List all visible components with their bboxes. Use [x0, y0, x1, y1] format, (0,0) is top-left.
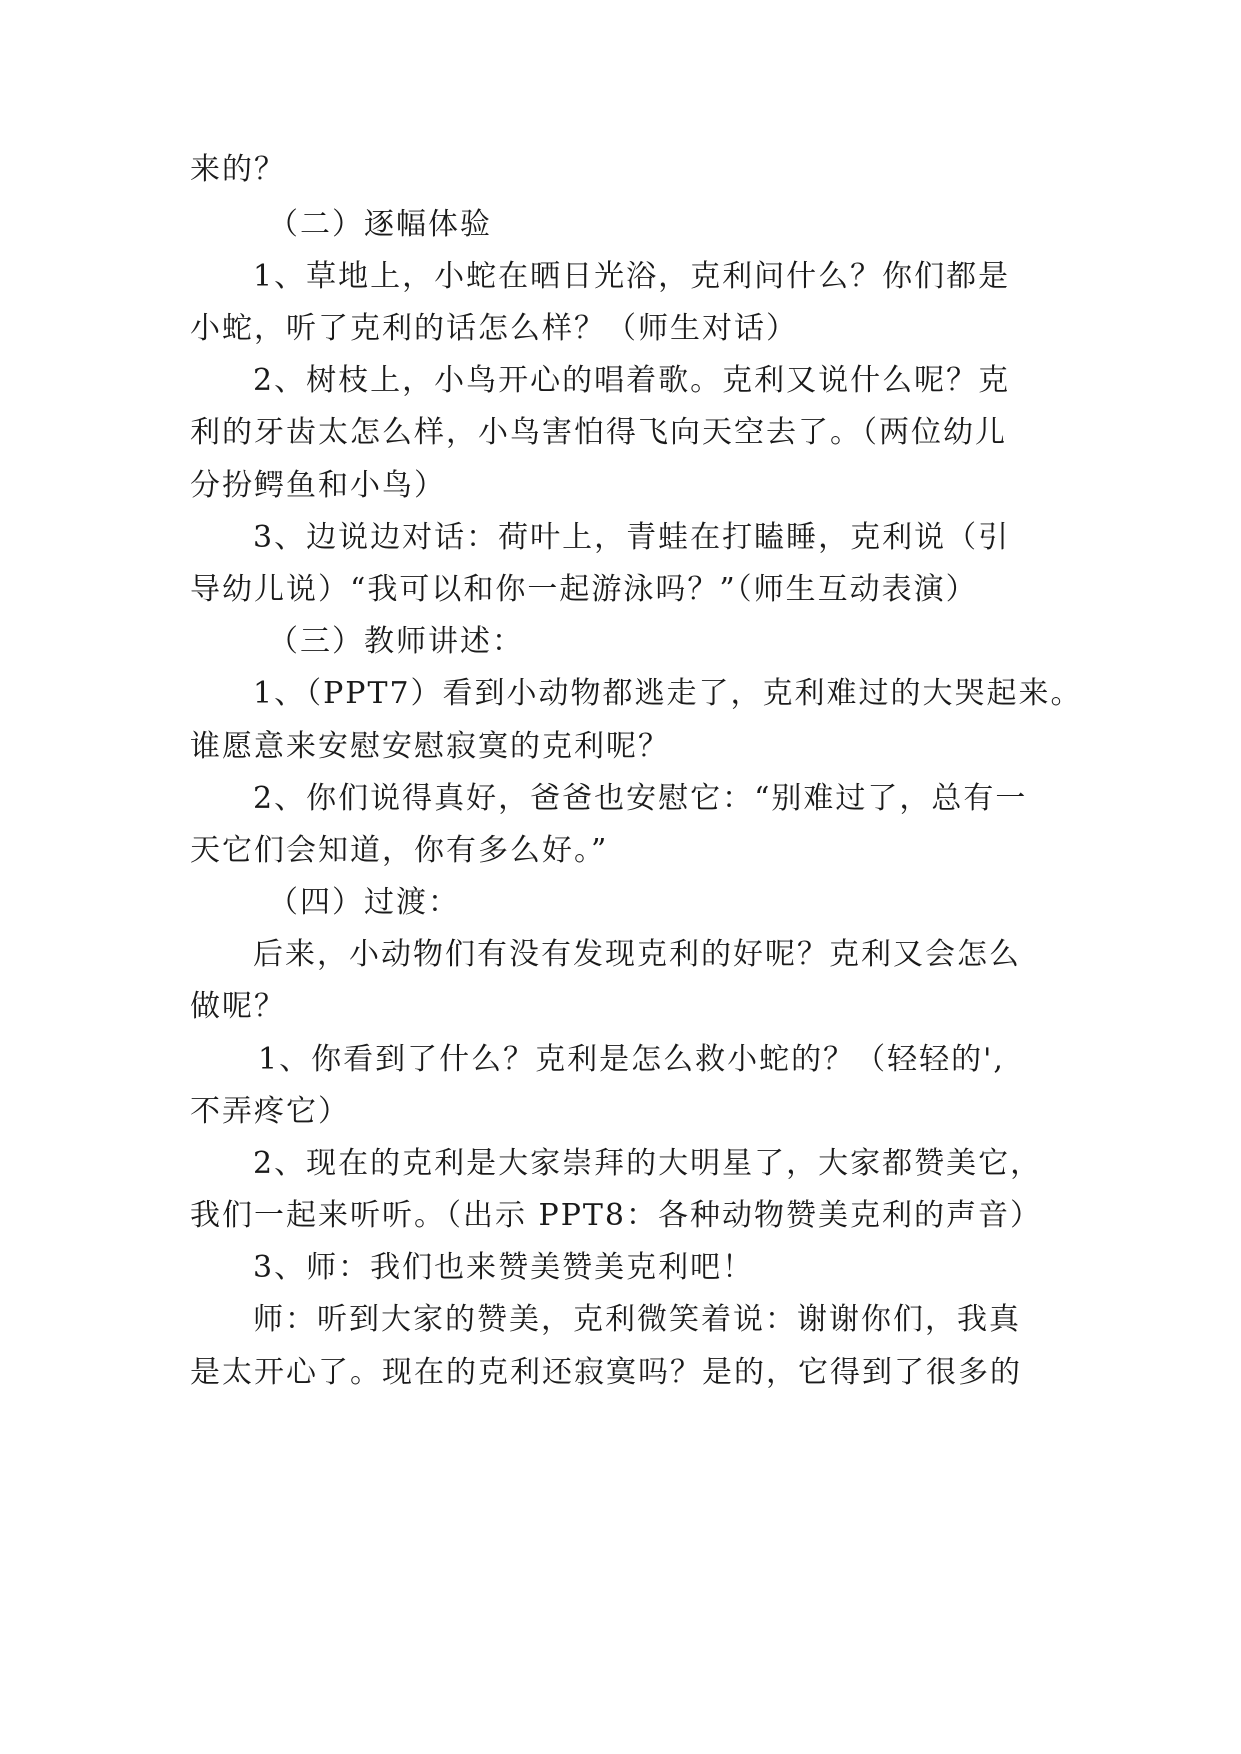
text-line: 导幼儿说）“我可以和你一起游泳吗？”（师生互动表演） — [190, 572, 978, 607]
text-line: 后来，小动物们有没有发现克利的好呢？克利又会怎么 — [253, 937, 1021, 972]
text-line: 做呢？ — [190, 989, 286, 1024]
text-line: 来的？ — [190, 152, 286, 187]
text-line: 利的牙齿太怎么样，小鸟害怕得飞向天空去了。（两位幼儿 — [190, 415, 1007, 450]
text-line: 2、现在的克利是大家崇拜的大明星了，大家都赞美它， — [253, 1146, 1043, 1181]
section-heading: （二）逐幅体验 — [268, 207, 492, 242]
text-line: 1、（PPT7）看到小动物都逃走了，克利难过的大哭起来。 — [253, 676, 1083, 711]
text-line: 我们一起来听听。（出示 PPT8：各种动物赞美克利的声音） — [190, 1198, 1043, 1233]
text-line: 谁愿意来安慰安慰寂寞的克利呢？ — [190, 729, 670, 764]
text-line: 3、师：我们也来赞美赞美克利吧！ — [253, 1250, 755, 1285]
text-line: 不弄疼它） — [190, 1094, 350, 1129]
text-line: 师：听到大家的赞美，克利微笑着说：谢谢你们，我真 — [253, 1302, 1021, 1337]
text-line: 是太开心了。现在的克利还寂寞吗？是的，它得到了很多的 — [190, 1355, 1022, 1390]
section-heading: （四）过渡： — [268, 885, 460, 920]
text-line: 3、边说边对话：荷叶上，青蛙在打瞌睡，克利说（引 — [253, 520, 1011, 555]
text-line: 天它们会知道，你有多么好。” — [190, 833, 609, 868]
text-line: 2、树枝上，小鸟开心的唱着歌。克利又说什么呢？克 — [253, 363, 1011, 398]
text-line: 分扮鳄鱼和小鸟） — [190, 468, 446, 503]
section-heading: （三）教师讲述： — [268, 624, 524, 659]
text-line: 1、草地上，小蛇在晒日光浴，克利问什么？你们都是 — [253, 259, 1011, 294]
text-line: 2、你们说得真好，爸爸也安慰它：“别难过了，总有一 — [253, 781, 1028, 816]
text-line: 1、你看到了什么？克利是怎么救小蛇的？（轻轻的', — [258, 1042, 1005, 1077]
text-line: 小蛇，听了克利的话怎么样？（师生对话） — [190, 311, 798, 346]
